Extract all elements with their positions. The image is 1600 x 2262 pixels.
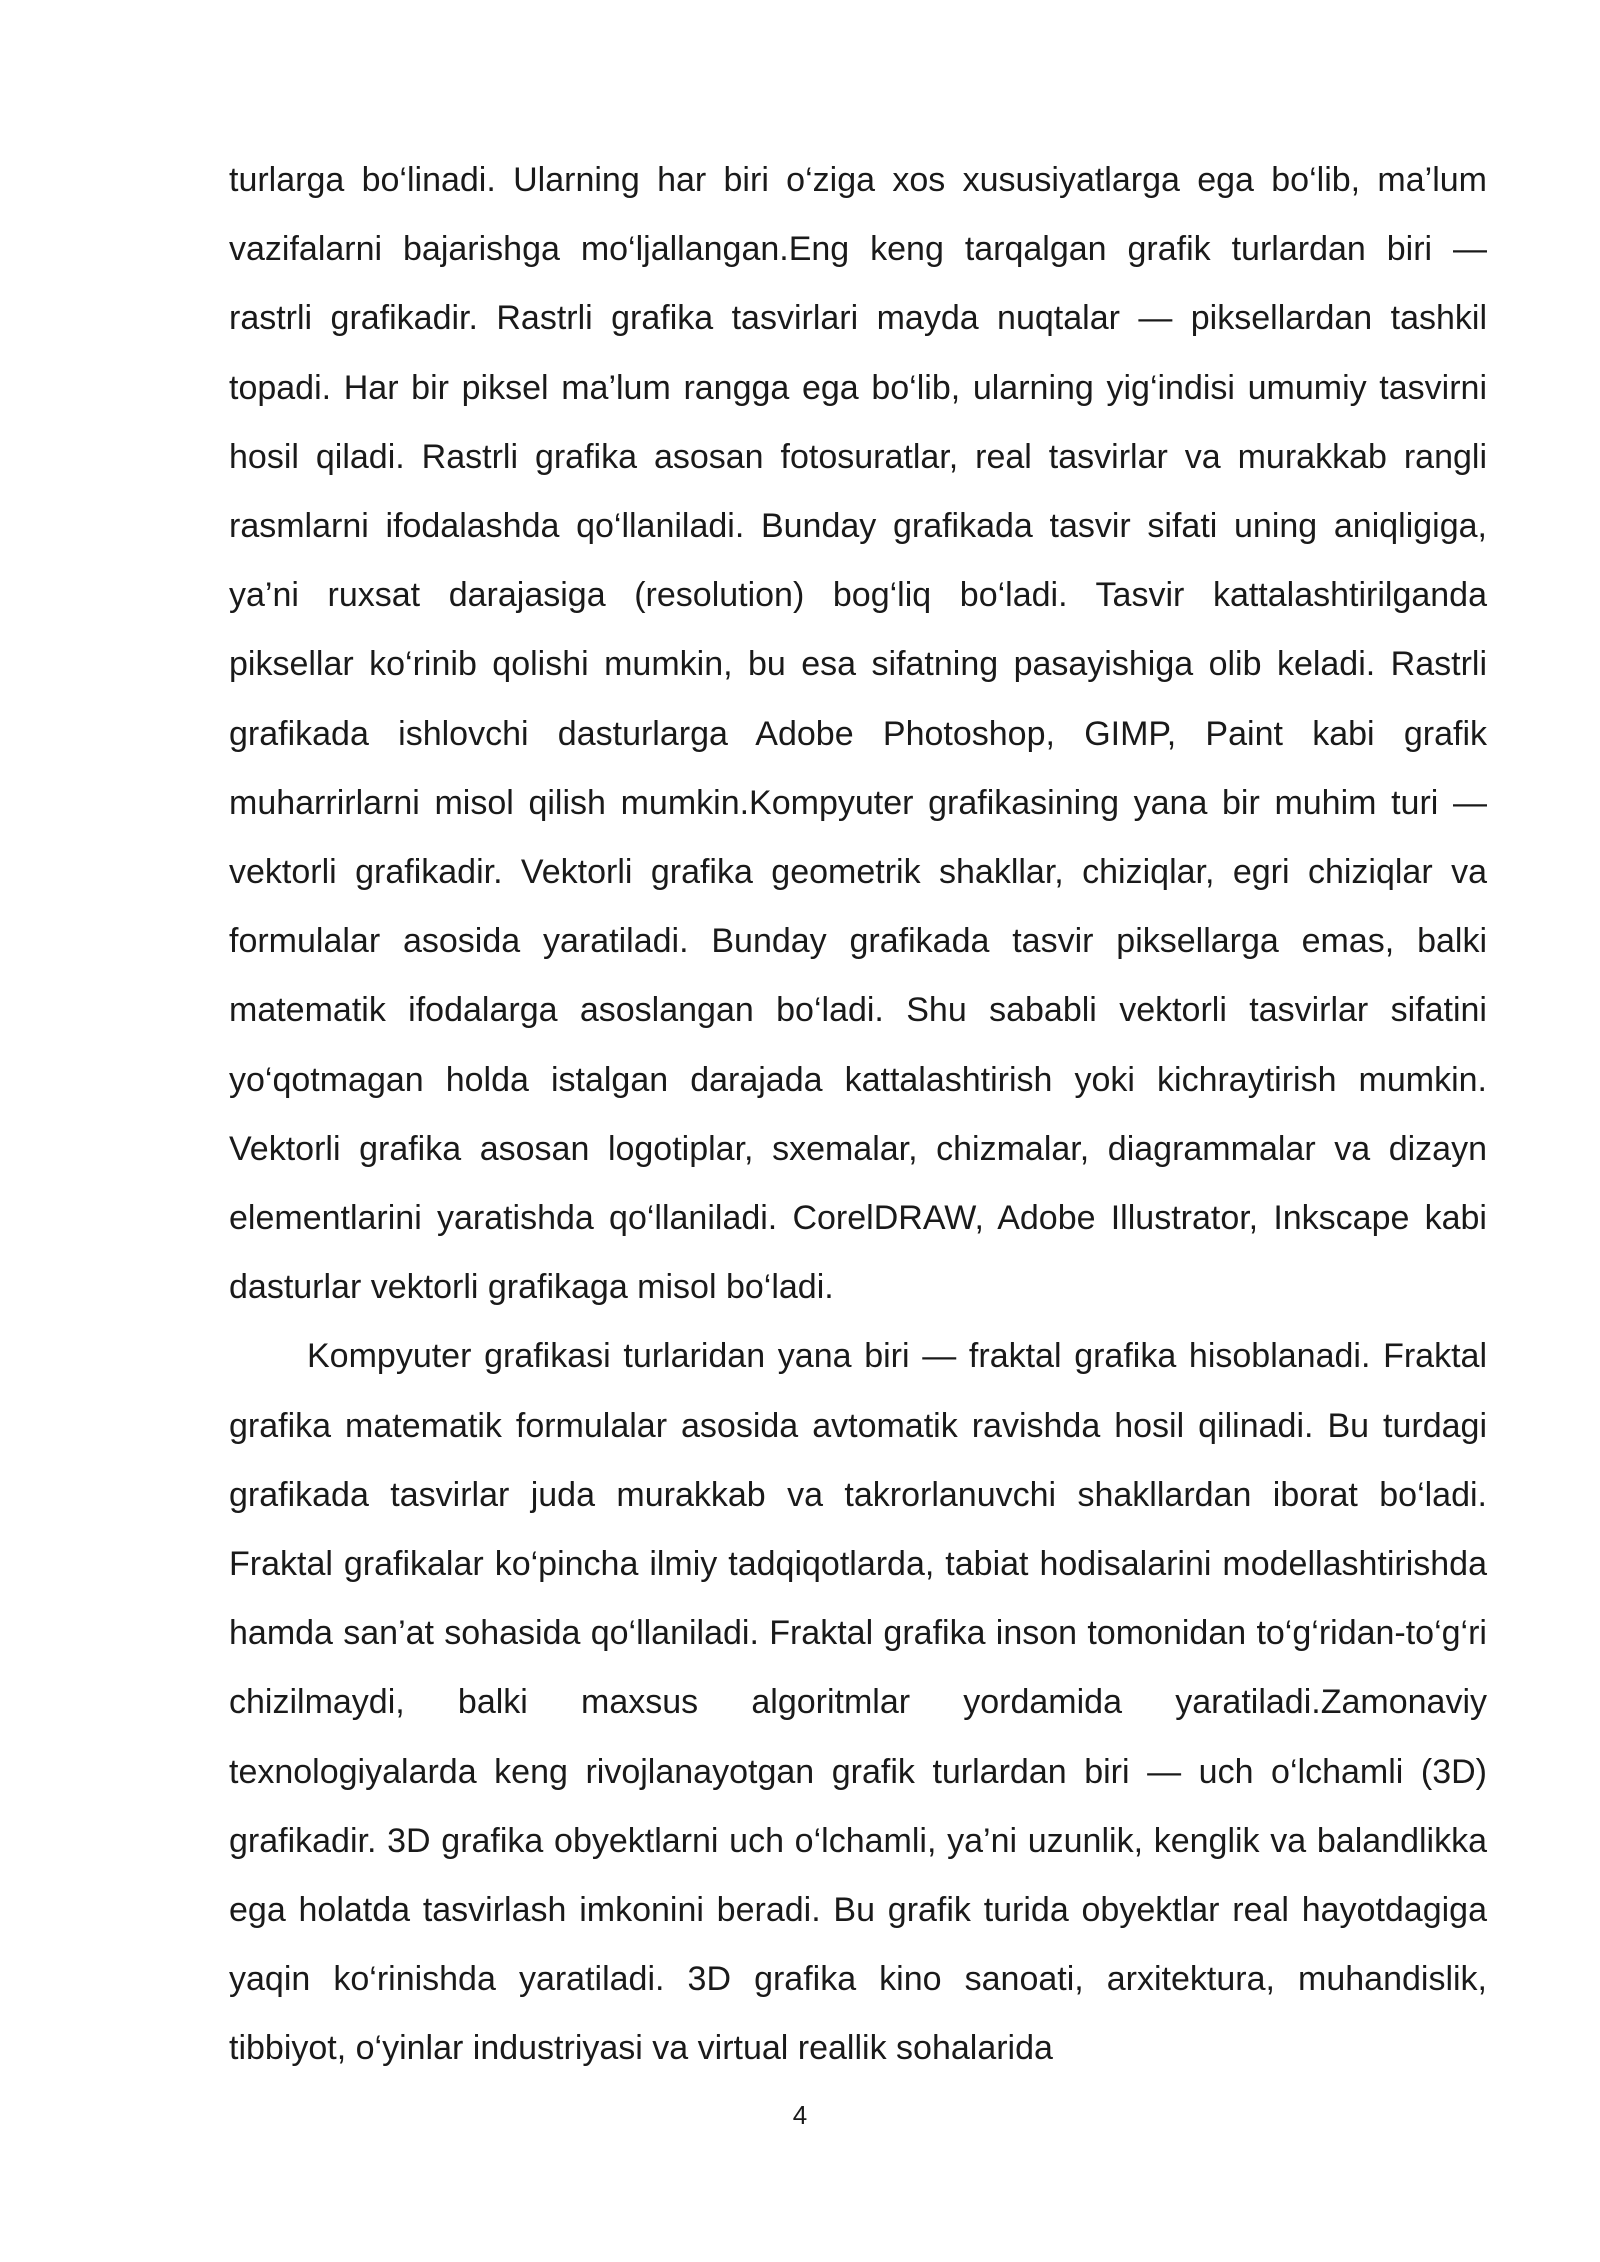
page-number: 4 <box>792 2100 808 2130</box>
paragraph-fractal-3d-graphics: Kompyuter grafikasi turlaridan yana biri — fraktal grafika hisoblanadi. Fraktal grafika matematik formulalar asosida avtomatik ravishda hosil qilinadi. Bu turdagi grafikada tasvirlar juda murakkab va takrorlanuvchi shakllardan iborat bo‘ladi. Fraktal grafikalar ko‘pincha ilmiy tadqiqotlarda, tabiat hodisalarini modellashtirishda hamda san’at sohasida qo‘llaniladi. Fraktal grafika inson tomonidan to‘g‘ridan-to‘g‘ri chizilmaydi, balki maxsus algoritmlar yordamida yaratiladi.Zamonaviy texnologiyalarda keng rivojlanayotgan grafik turlardan biri — uch o‘lchamli (3D) grafikadir. 3D grafika obyektlarni uch o‘lchamli, ya’ni uzunlik, kenglik va balandlikka ega holatda tasvirlash imkonini beradi. Bu grafik turida obyektlar real hayotdagiga yaqin ko‘rinishda yaratiladi. 3D grafika kino sanoati, arxitektura, muhandislik, tibbiyot, o‘yinlar industriyasi va virtual reallik sohalarida <box>229 1337 1487 2068</box>
body-text <box>229 146 1487 2084</box>
paragraph-raster-vector-graphics: turlarga bo‘linadi. Ularning har biri o‘ziga xos xususiyatlarga ega bo‘lib, ma’lum vazifalarni bajarishga mo‘ljallangan.Eng keng tarqalgan grafik turlardan biri — rastrli grafikadir. Rastrli grafika tasvirlari mayda nuqtalar — piksellardan tashkil topadi. Har bir piksel ma’lum rangga ega bo‘lib, ularning yig‘indisi umumiy tasvirni hosil qiladi. Rastrli grafika asosan fotosuratlar, real tasvirlar va murakkab rangli rasmlarni ifodalashda qo‘llaniladi. Bunday grafikada tasvir sifati uning aniqligiga, ya’ni ruxsat darajasiga (resolution) bog‘liq bo‘ladi. Tasvir kattalashtirilganda piksellar ko‘rinib qolishi mumkin, bu esa sifatning pasayishiga olib keladi. Rastrli grafikada ishlovchi dasturlarga Adobe Photoshop, GIMP, Paint kabi grafik muharrirlarni misol qilish mumkin.Kompyuter grafikasining yana bir muhim turi — vektorli grafikadir. Vektorli grafika geometrik shakllar, chiziqlar, egri chiziqlar va formulalar asosida yaratiladi. Bunday grafikada tasvir piksellarga emas, balki matematik ifodalarga asoslangan bo‘ladi. Shu sababli vektorli tasvirlar sifatini yo‘qotmagan holda istalgan darajada kattalashtirish yoki kichraytirish mumkin. Vektorli grafika asosan logotiplar, sxemalar, chizmalar, diagrammalar va dizayn elementlarini yaratishda qo‘llaniladi. CorelDRAW, Adobe Illustrator, Inkscape kabi dasturlar vektorli grafikaga misol bo‘ladi. <box>229 161 1487 1307</box>
